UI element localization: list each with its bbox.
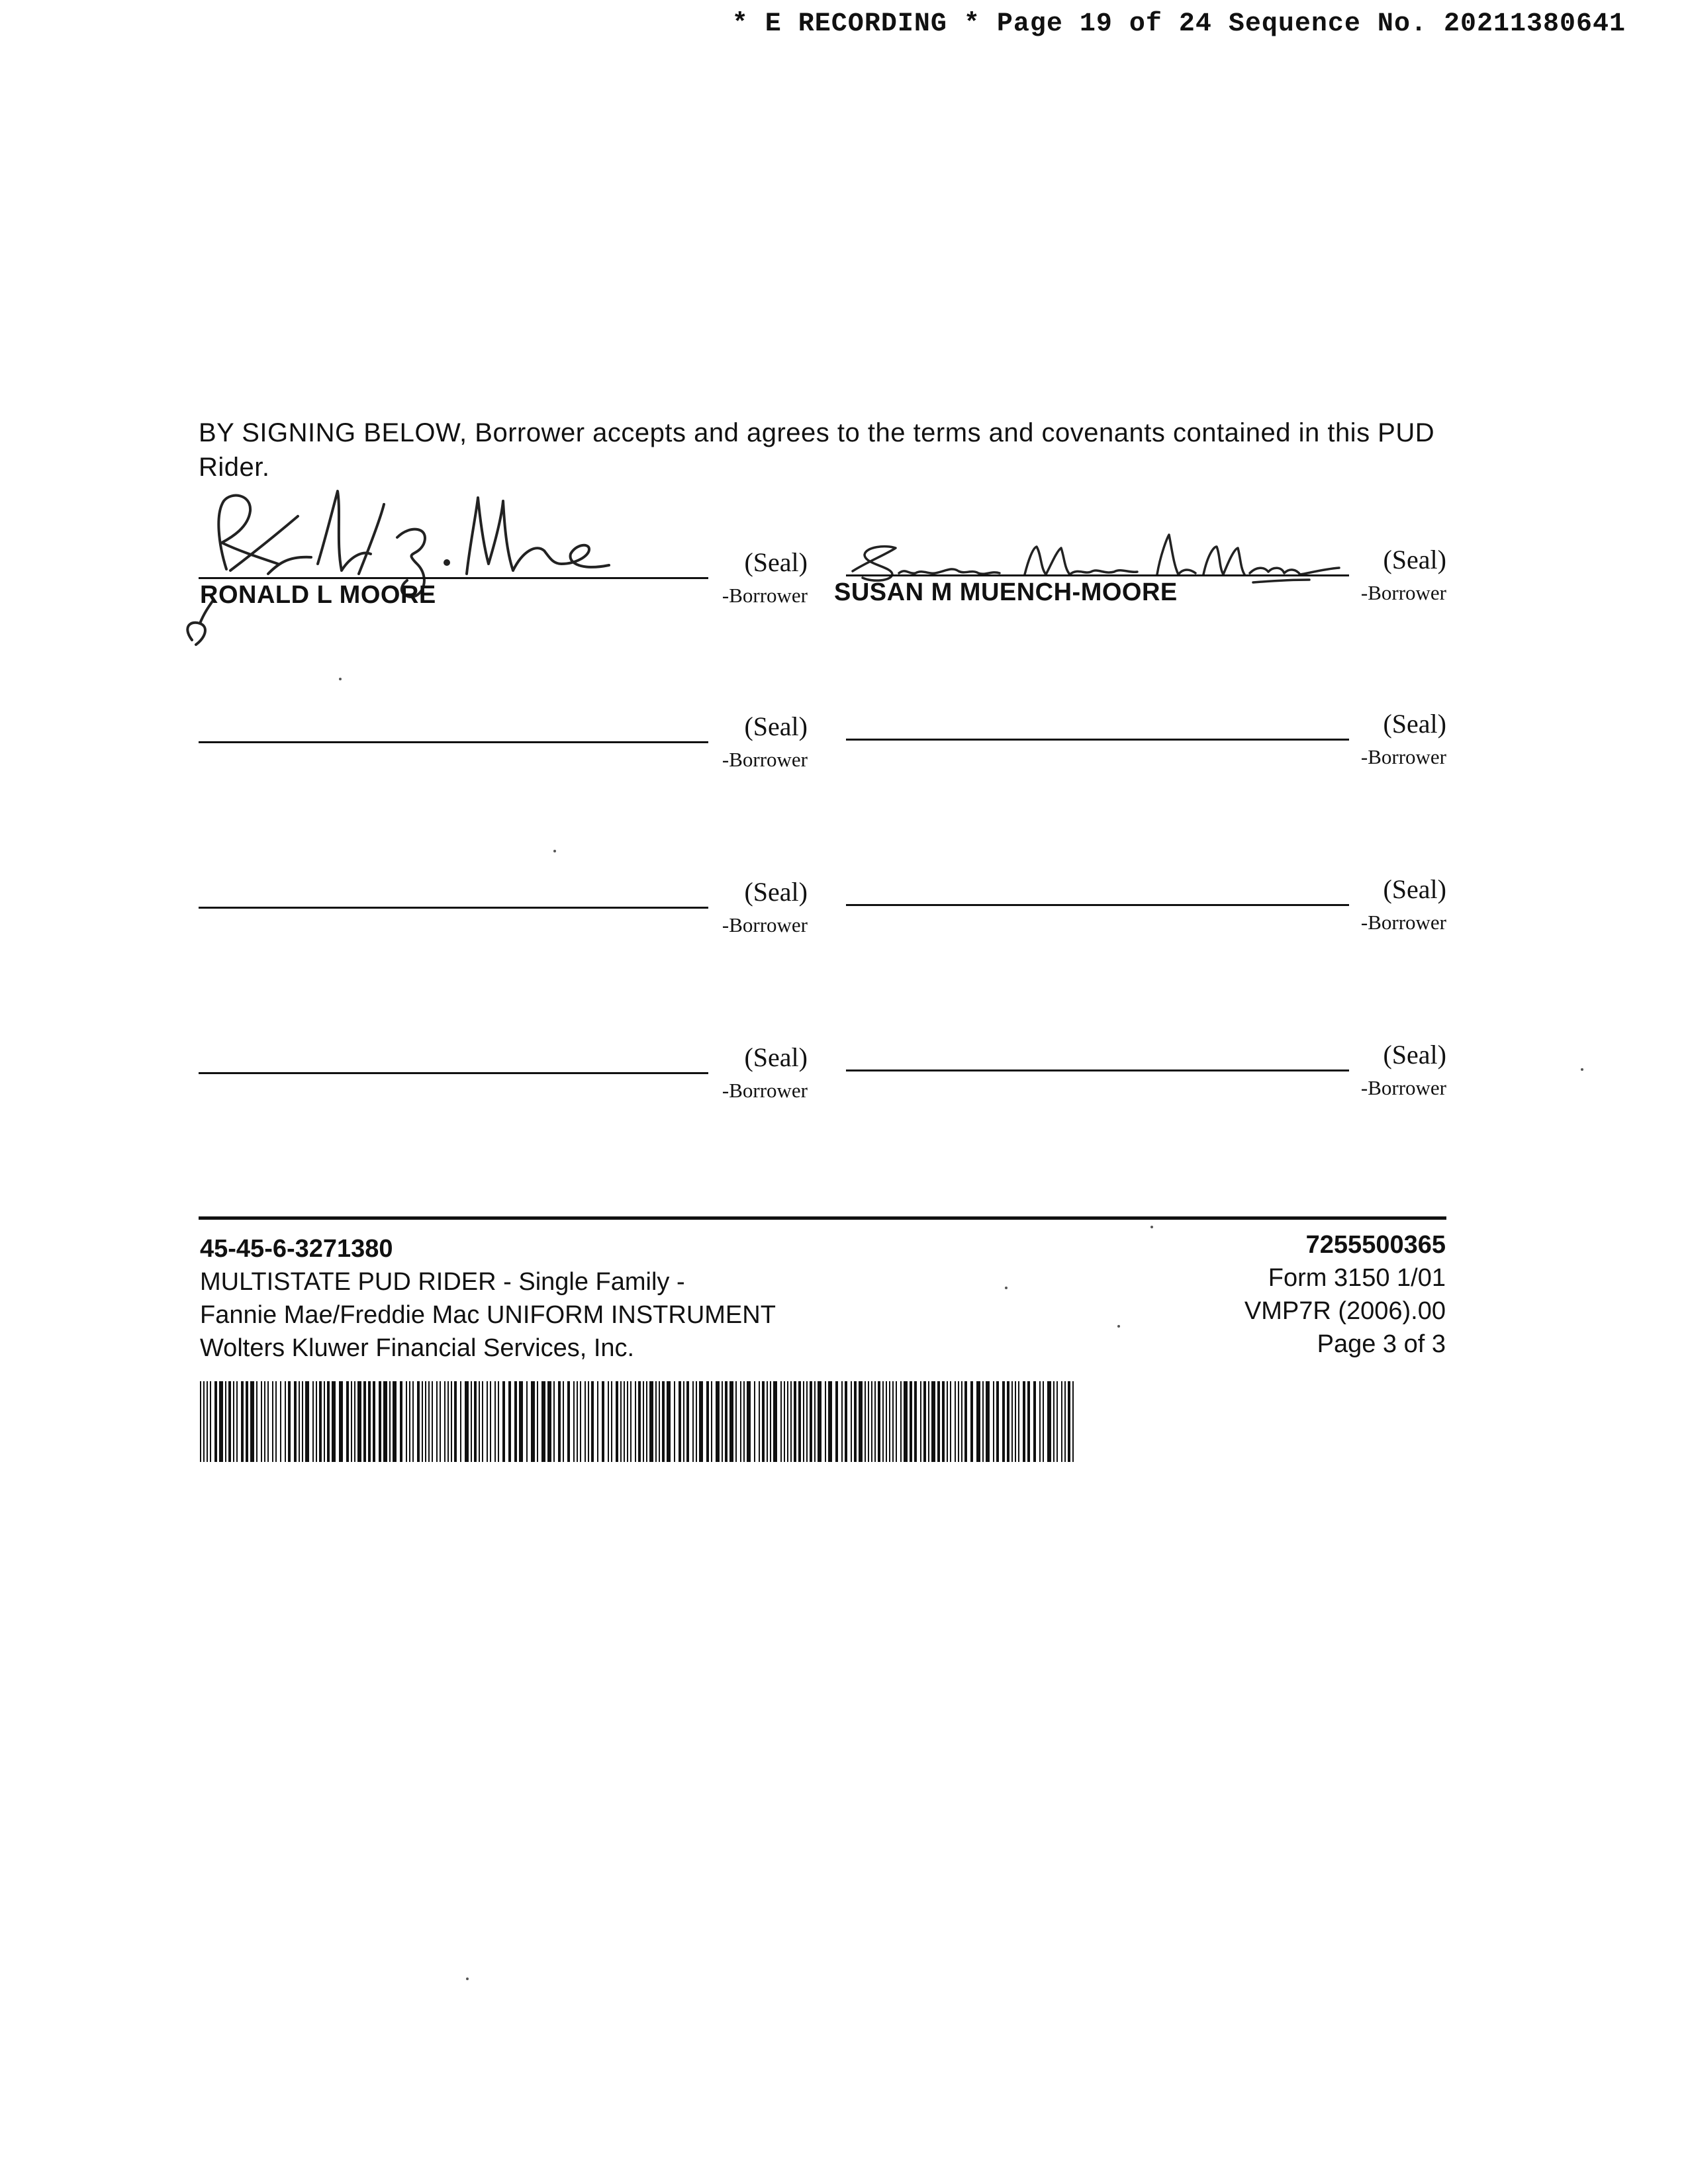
barcode-bar — [316, 1381, 317, 1462]
barcode-bar — [923, 1381, 926, 1462]
barcode-bar — [573, 1381, 575, 1462]
signature-block-blank — [199, 1042, 808, 1118]
barcode-bar — [246, 1381, 248, 1462]
barcode-bar — [759, 1381, 760, 1462]
barcode-bar — [602, 1381, 604, 1462]
barcode-bar — [508, 1381, 511, 1462]
barcode-bar — [519, 1381, 523, 1462]
barcode-bar — [874, 1381, 876, 1462]
scan-speck — [1150, 1226, 1153, 1228]
barcode-bar — [324, 1381, 325, 1462]
barcode-bar — [267, 1381, 269, 1462]
barcode-bar — [312, 1381, 314, 1462]
scan-speck — [553, 850, 556, 852]
barcode-bar — [299, 1381, 300, 1462]
barcode-bar — [630, 1381, 632, 1462]
barcode-bar — [383, 1381, 387, 1462]
barcode-bar — [729, 1381, 733, 1462]
signing-statement: BY SIGNING BELOW, Borrower accepts and agrees to the terms and covenants contained in this PUD Rider. — [199, 418, 1435, 482]
form-title-line2: Fannie Mae/Freddie Mac UNIFORM INSTRUMENT — [200, 1301, 776, 1329]
barcode-bar — [219, 1381, 223, 1462]
barcode-bar — [747, 1381, 751, 1462]
barcode-bar — [947, 1381, 948, 1462]
barcode-bar — [686, 1381, 689, 1462]
barcode-bar — [412, 1381, 414, 1462]
barcode-bar — [692, 1381, 694, 1462]
barcode-bar — [444, 1381, 445, 1462]
barcode-bar — [393, 1381, 397, 1462]
barcode-bar — [667, 1381, 671, 1462]
barcode-bar — [865, 1381, 866, 1462]
barcode-bar — [767, 1381, 768, 1462]
barcode-bar — [1039, 1381, 1041, 1462]
barcode-bar — [479, 1381, 480, 1462]
signature-block-blank — [199, 711, 808, 788]
barcode-bar — [526, 1381, 528, 1462]
signature-line — [199, 741, 708, 743]
barcode-bar — [256, 1381, 258, 1462]
borrower-label: -Borrower — [1360, 1076, 1446, 1099]
barcode-bar — [417, 1381, 420, 1462]
scan-speck — [1581, 1068, 1583, 1071]
barcode-bar — [436, 1381, 438, 1462]
barcode-bar — [627, 1381, 628, 1462]
barcode-bar — [428, 1381, 430, 1462]
barcode-bar — [261, 1381, 262, 1462]
barcode-bar — [422, 1381, 423, 1462]
barcode-bar — [780, 1381, 782, 1462]
barcode-bar — [537, 1381, 538, 1462]
scan-speck — [1117, 1325, 1120, 1328]
barcode-bar — [1056, 1381, 1058, 1462]
barcode-bar — [233, 1381, 234, 1462]
barcode-bar — [845, 1381, 847, 1462]
signature-block-blank — [846, 874, 1446, 950]
barcode-bar — [302, 1381, 303, 1462]
barcode-bar — [635, 1381, 636, 1462]
barcode-bar — [683, 1381, 684, 1462]
scan-speck — [339, 678, 342, 680]
barcode-bar — [611, 1381, 612, 1462]
barcode-bar — [770, 1381, 771, 1462]
barcode-bar — [882, 1381, 884, 1462]
barcode-bar — [878, 1381, 880, 1462]
barcode-bar — [203, 1381, 205, 1462]
signature-block-blank — [846, 1040, 1446, 1116]
form-title-line1: MULTISTATE PUD RIDER - Single Family - — [200, 1268, 685, 1296]
ronald-signature-image — [152, 465, 682, 663]
signature-block-blank — [846, 709, 1446, 785]
barcode-bar — [904, 1381, 908, 1462]
seal-label: (Seal) — [744, 711, 808, 741]
seal-label: (Seal) — [1383, 1040, 1446, 1069]
barcode-bar — [357, 1381, 361, 1462]
borrower-name-susan: SUSAN M MUENCH-MOORE — [834, 578, 1178, 606]
barcode-bar — [798, 1381, 801, 1462]
barcode-bar — [986, 1381, 990, 1462]
barcode-bar — [825, 1381, 826, 1462]
barcode-bar — [955, 1381, 956, 1462]
barcode-bar — [896, 1381, 897, 1462]
barcode-bar — [931, 1381, 935, 1462]
barcode-image — [200, 1381, 1075, 1462]
barcode-bar — [264, 1381, 265, 1462]
barcode-bar — [754, 1381, 755, 1462]
barcode-bar — [1011, 1381, 1013, 1462]
barcode-bar — [868, 1381, 869, 1462]
barcode-bar — [740, 1381, 741, 1462]
barcode-bar — [810, 1381, 812, 1462]
barcode-bar — [790, 1381, 792, 1462]
seal-label: (Seal) — [744, 877, 808, 907]
barcode-bar — [1023, 1381, 1025, 1462]
barcode-bar — [487, 1381, 488, 1462]
barcode-bar — [818, 1381, 821, 1462]
barcode-bar — [585, 1381, 586, 1462]
barcode-bar — [662, 1381, 665, 1462]
signature-line — [846, 739, 1349, 741]
barcode-bar — [389, 1381, 391, 1462]
barcode-bar — [976, 1381, 980, 1462]
barcode-bar — [200, 1381, 201, 1462]
barcode-bar — [806, 1381, 808, 1462]
barcode-bar — [379, 1381, 381, 1462]
document-number: 7255500365 — [1305, 1231, 1446, 1259]
barcode-bar — [531, 1381, 535, 1462]
footer-form-info — [200, 1232, 776, 1365]
barcode-bar — [567, 1381, 570, 1462]
barcode-bar — [591, 1381, 594, 1462]
signature-line — [846, 1069, 1349, 1071]
borrower-label: -Borrower — [722, 1079, 808, 1102]
barcode-bar — [814, 1381, 816, 1462]
barcode-bar — [643, 1381, 644, 1462]
barcode-bar — [696, 1381, 697, 1462]
form-number: Form 3150 1/01 — [1268, 1264, 1446, 1292]
barcode-bar — [794, 1381, 796, 1462]
recording-header: * E RECORDING * Page 19 of 24 Sequence No. 20211380641 — [731, 9, 1626, 39]
barcode-bar — [498, 1381, 499, 1462]
barcode-bar — [900, 1381, 902, 1462]
barcode-bar — [993, 1381, 994, 1462]
barcode-bar — [409, 1381, 410, 1462]
barcode-bar — [294, 1381, 297, 1462]
barcode-bar — [1018, 1381, 1019, 1462]
barcode-bar — [608, 1381, 609, 1462]
barcode-bar — [225, 1381, 226, 1462]
signature-line — [199, 1072, 708, 1074]
barcode-bar — [958, 1381, 959, 1462]
barcode-bar — [616, 1381, 618, 1462]
barcode-bar — [679, 1381, 681, 1462]
barcode-bar — [373, 1381, 375, 1462]
scan-speck — [466, 1978, 469, 1980]
loan-number: 45-45-6-3271380 — [200, 1235, 393, 1263]
seal-label: (Seal) — [744, 547, 808, 577]
barcode-bar — [706, 1381, 709, 1462]
barcode-bar — [241, 1381, 244, 1462]
signature-block-blank — [199, 877, 808, 953]
barcode-bar — [886, 1381, 887, 1462]
barcode-bar — [354, 1381, 355, 1462]
barcode-bar — [547, 1381, 551, 1462]
barcode-bar — [1072, 1381, 1074, 1462]
barcode-bar — [460, 1381, 461, 1462]
barcode-bar — [620, 1381, 622, 1462]
barcode-bar — [711, 1381, 712, 1462]
vmp-code: VMP7R (2006).00 — [1244, 1297, 1446, 1325]
barcode-bar — [1053, 1381, 1055, 1462]
borrower-label: -Borrower — [722, 748, 808, 771]
barcode-bar — [659, 1381, 660, 1462]
barcode-bar — [346, 1381, 349, 1462]
barcode-bar — [502, 1381, 505, 1462]
borrower-label: -Borrower — [722, 913, 808, 936]
barcode-bar — [541, 1381, 545, 1462]
barcode-bar — [674, 1381, 675, 1462]
barcode-bar — [937, 1381, 940, 1462]
barcode-bar — [787, 1381, 788, 1462]
barcode-bar — [482, 1381, 483, 1462]
barcode-bar — [363, 1381, 366, 1462]
barcode-bar — [425, 1381, 426, 1462]
barcode-bar — [859, 1381, 863, 1462]
barcode-bar — [305, 1381, 309, 1462]
barcode-bar — [597, 1381, 598, 1462]
barcode-bar — [454, 1381, 457, 1462]
barcode-bar — [1047, 1381, 1051, 1462]
barcode-bar — [638, 1381, 641, 1462]
signature-line — [199, 577, 708, 579]
barcode-bar — [210, 1381, 211, 1462]
barcode-bar — [228, 1381, 231, 1462]
barcode-bar — [588, 1381, 589, 1462]
barcode-bar — [351, 1381, 352, 1462]
barcode-bar — [624, 1381, 625, 1462]
barcode-bar — [465, 1381, 469, 1462]
barcode-bar — [563, 1381, 564, 1462]
seal-label: (Seal) — [1383, 874, 1446, 904]
signature-block-ronald — [199, 547, 808, 623]
barcode-bar — [514, 1381, 517, 1462]
barcode-bar — [743, 1381, 745, 1462]
barcode-bar — [1068, 1381, 1070, 1462]
barcode-bar — [1033, 1381, 1036, 1462]
barcode-bar — [288, 1381, 291, 1462]
barcode-bar — [871, 1381, 872, 1462]
barcode-bar — [889, 1381, 890, 1462]
barcode-bar — [339, 1381, 343, 1462]
barcode-bar — [803, 1381, 804, 1462]
barcode-bar — [272, 1381, 273, 1462]
barcode-bar — [950, 1381, 951, 1462]
barcode-bar — [447, 1381, 449, 1462]
barcode-bar — [400, 1381, 402, 1462]
barcode-bar — [406, 1381, 407, 1462]
footer-form-codes — [1244, 1228, 1446, 1361]
barcode-bar — [646, 1381, 647, 1462]
barcode-bar — [319, 1381, 322, 1462]
barcode-bar — [699, 1381, 703, 1462]
barcode-bar — [841, 1381, 843, 1462]
barcode-bar — [722, 1381, 723, 1462]
barcode-bar — [451, 1381, 452, 1462]
barcode-bar — [474, 1381, 477, 1462]
barcode-bar — [432, 1381, 433, 1462]
barcode-bar — [577, 1381, 578, 1462]
barcode-bar — [236, 1381, 238, 1462]
barcode-bar — [851, 1381, 852, 1462]
barcode-bar — [471, 1381, 472, 1462]
barcode-bar — [835, 1381, 838, 1462]
signature-line — [199, 907, 708, 909]
borrower-name-ronald: RONALD L MOORE — [200, 581, 436, 609]
scan-speck — [1005, 1287, 1008, 1289]
barcode-bar — [655, 1381, 657, 1462]
barcode-bar — [285, 1381, 286, 1462]
signature-line — [846, 904, 1349, 906]
barcode-bar — [914, 1381, 917, 1462]
barcode-bar — [327, 1381, 330, 1462]
borrower-label: -Borrower — [1360, 581, 1446, 604]
barcode-bar — [970, 1381, 973, 1462]
signature-line — [846, 574, 1349, 576]
barcode-bar — [996, 1381, 999, 1462]
barcode-bar — [773, 1381, 777, 1462]
barcode-bar — [368, 1381, 371, 1462]
barcode-bar — [942, 1381, 945, 1462]
barcode-bar — [580, 1381, 581, 1462]
barcode-bar — [649, 1381, 653, 1462]
barcode-bar — [207, 1381, 208, 1462]
publisher-name: Wolters Kluwer Financial Services, Inc. — [200, 1334, 635, 1362]
barcode-bar — [558, 1381, 561, 1462]
barcode-bar — [490, 1381, 491, 1462]
borrower-label: -Borrower — [1360, 745, 1446, 768]
barcode-bar — [280, 1381, 281, 1462]
barcode-bar — [553, 1381, 555, 1462]
barcode-bar — [920, 1381, 921, 1462]
barcode-bar — [982, 1381, 984, 1462]
borrower-label: -Borrower — [1360, 911, 1446, 934]
barcode-bar — [250, 1381, 254, 1462]
barcode-bar — [854, 1381, 857, 1462]
barcode-bar — [440, 1381, 441, 1462]
barcode-bar — [1027, 1381, 1030, 1462]
barcode-bar — [735, 1381, 737, 1462]
barcode-bar — [725, 1381, 727, 1462]
barcode-bar — [275, 1381, 277, 1462]
signature-block-susan — [834, 545, 1446, 621]
seal-label: (Seal) — [744, 1042, 808, 1072]
barcode-bar — [1002, 1381, 1005, 1462]
barcode-bar — [214, 1381, 217, 1462]
barcode-bar — [784, 1381, 785, 1462]
page-indicator: Page 3 of 3 — [1317, 1330, 1446, 1358]
barcode-bar — [1015, 1381, 1016, 1462]
barcode-bar — [892, 1381, 894, 1462]
barcode-bar — [1064, 1381, 1066, 1462]
barcode-bar — [1043, 1381, 1044, 1462]
barcode-bar — [928, 1381, 929, 1462]
barcode-bar — [332, 1381, 336, 1462]
seal-label: (Seal) — [1383, 545, 1446, 574]
seal-label: (Seal) — [1383, 709, 1446, 739]
barcode-bar — [828, 1381, 832, 1462]
barcode-bar — [1061, 1381, 1062, 1462]
barcode-bar — [1007, 1381, 1009, 1462]
borrower-label: -Borrower — [722, 584, 808, 607]
barcode-bar — [964, 1381, 967, 1462]
barcode-bar — [494, 1381, 496, 1462]
footer-divider — [199, 1216, 1446, 1220]
barcode-bar — [961, 1381, 962, 1462]
barcode-bar — [716, 1381, 720, 1462]
barcode-bar — [762, 1381, 765, 1462]
barcode-bar — [910, 1381, 912, 1462]
